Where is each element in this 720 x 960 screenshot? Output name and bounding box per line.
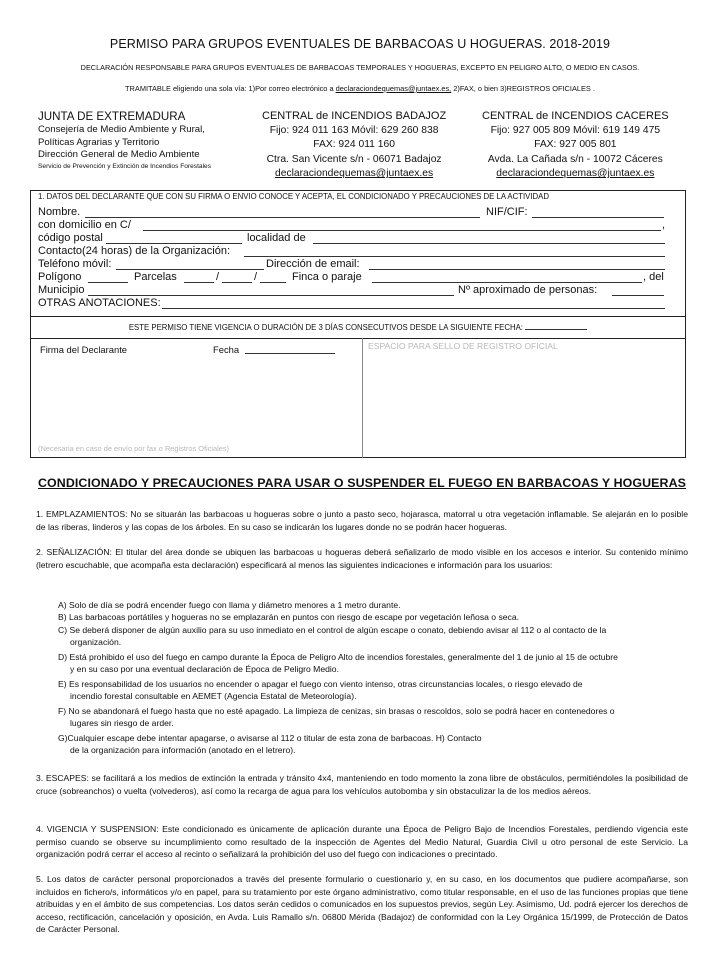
locality-field[interactable]	[313, 243, 665, 244]
tramitable-prefix: TRAMITABLE eligiendo una sola vía: 1)Por correo electrónico a	[125, 84, 336, 93]
phone-field[interactable]	[116, 269, 264, 270]
polygon-field[interactable]	[88, 282, 128, 283]
signature-field[interactable]	[40, 358, 358, 440]
polygon-label: Polígono	[38, 271, 82, 283]
address-field[interactable]	[143, 230, 661, 231]
del-label: , del	[643, 271, 664, 283]
submission-instructions	[0, 84, 720, 93]
postal-code-label: código postal	[38, 232, 103, 244]
condition-item-b: B) Las barbacoas portátiles y hogueras no se emplazarán en puntos con riesgo de escape por vegetación leñosa o seca.	[58, 612, 520, 622]
postal-code-field[interactable]	[106, 243, 242, 244]
official-stamp-space: ESPACIO PARA SELLO DE REGISTRO OFICIAL	[368, 341, 558, 351]
estate-label: Finca o paraje	[292, 271, 362, 283]
caceres-title: CENTRAL de INCENDIOS CACERES	[482, 110, 669, 122]
signature-note: (Necesaria en caso de envío por fax o Registros Oficiales)	[38, 444, 230, 453]
condition-item-d-line-1: D) Está prohibido el uso del fuego en campo durante la Época de Peligro Alto de incendios forestales, generalmente del 1 de junio al 15 de octubre	[58, 652, 618, 662]
org-line-2: Políticas Agrarias y Territorio	[38, 136, 160, 148]
section-1-heading: 1. DATOS DEL DECLARANTE QUE CON SU FIRMA O ENVIO CONOCE Y ACEPTA, EL CONDICIONADO Y PRECAUCIONES DE LA ACTIVIDAD	[38, 192, 549, 201]
org-line-1: Consejería de Medio Ambiente y Rural,	[38, 124, 205, 135]
parcels-label: Parcelas	[134, 271, 177, 283]
condition-item-c-line-1: C) Se deberá disponer de algún auxilio para su uso inmediato en el control de algún escape o conato, debiendo avisar al 112 o al contacto de la	[58, 625, 607, 635]
condition-2: 2. SEÑALIZACIÓN: El titular del área donde se ubiquen las barbacoas u hogueras deberá señalizarlo de modo visible en los accesos e interior. Su contenido mínimo (letrero escuchable, que acompaña esta declaración) especificará al menos las siguientes indicaciones e información para los usuarios:	[36, 547, 688, 570]
nif-field[interactable]	[532, 217, 664, 218]
condition-item-f-line-1: F) No se abandonará el fuego hasta que no esté apagado. La limpieza de cenizas, sin brasas o rescoldos, solo se podrá hacer en contenedores o	[58, 706, 615, 716]
condition-item-d-line-2: y en su caso por una eventual declaración de Época de Peligro Medio.	[70, 664, 339, 675]
parcel-separator: /	[254, 271, 258, 283]
condition-item-e-line-2: incendio forestal consultable en AEMET (Agencia Estatal de Meteorología).	[70, 691, 357, 702]
date-label: Fecha	[213, 344, 240, 355]
condition-4: 4. VIGENCIA Y SUSPENSION: Este condicionado es únicamente de aplicación durante una Época de Peligro Bajo de Incendios Forestales, perdiendo vigencia este permiso cuando se observe su incumplimiento como resultado de la inspección de Agentes del Medio Natural, Guardia Civil u otro personal de este Servicio. La organización podrá cerrar el acceso al recinto o señalizará la prohibición del uso del fuego con indicaciones o precintado.	[36, 824, 688, 859]
address-label: con domicilio en C/	[38, 219, 131, 231]
condition-item-f-line-2: lugares sin riesgo de arder.	[70, 718, 174, 729]
badajoz-title: CENTRAL de INCENDIOS BADAJOZ	[262, 110, 447, 122]
contact-field[interactable]	[244, 256, 665, 257]
condition-item-gh-line-1: G)Cualquier escape debe intentar apagarse, o avisarse al 112 o titular de esta zona de barbacoas. H) Contacto	[58, 733, 482, 743]
municipality-label: Municipio	[38, 284, 85, 296]
document-subtitle: DECLARACIÓN RESPONSABLE PARA GRUPOS EVENTUALES DE BARBACOAS TEMPORALES Y HOGUERAS, EXCEPTO EN PELIGRO ALTO, O MEDIO EN CASOS.	[80, 63, 640, 72]
signature-label: Firma del Declarante	[40, 344, 128, 355]
nif-label: NIF/CIF:	[486, 206, 528, 218]
condition-item-a: A) Solo de día se podrá encender fuego con llama y diámetro menores a 1 metro durante.	[58, 600, 401, 610]
people-count-field[interactable]	[612, 295, 664, 296]
validity-text: ESTE PERMISO TIENE VIGENCIA O DURACIÓN DE 3 DÍAS CONSECUTIVOS DESDE LA SIGUIENTE FECHA:	[128, 323, 523, 332]
name-label: Nombre.	[38, 206, 81, 218]
badajoz-center-block	[262, 109, 446, 182]
tramitable-email-link[interactable]: declaraciondequemas@juntaex.es,	[335, 84, 452, 93]
date-field[interactable]	[245, 353, 335, 354]
name-field[interactable]	[85, 217, 480, 218]
caceres-fax: FAX: 927 005 801	[534, 139, 617, 150]
condition-item-c	[58, 624, 678, 649]
caceres-address: Avda. La Cañada s/n - 10072 Cáceres	[487, 153, 663, 165]
people-count-label: Nº aproximado de personas:	[458, 284, 598, 296]
parcel-field-3[interactable]	[260, 282, 286, 283]
document-title: PERMISO PARA GRUPOS EVENTUALES DE BARBACOAS U HOGUERAS. 2018-2019	[109, 37, 611, 51]
badajoz-email-link[interactable]: declaraciondequemas@juntaex.es	[275, 168, 434, 179]
organization-block	[38, 110, 211, 171]
conditions-title: CONDICIONADO Y PRECAUCIONES PARA USAR O SUSPENDER EL FUEGO EN BARBACOAS Y HOGUERAS	[38, 476, 687, 490]
caceres-email-link[interactable]: declaraciondequemas@juntaex.es	[496, 168, 655, 179]
condition-item-gh	[58, 732, 678, 757]
signature-divider	[362, 338, 363, 458]
condition-3: 3. ESCAPES: se facilitará a los medios de extinción la entrada y tránsito 4x4, manteniendo en todo momento la zona libre de obstáculos, permitiéndoles la posibilidad de cruce (sobreanchos) o vuelta (volvederos), así como la recarga de agua para los vehículos autobomba y sin obstaculizar la de los medios aéreos.	[36, 773, 688, 796]
org-line-3: Dirección General de Medio Ambiente	[38, 149, 200, 160]
locality-label: localidad de	[247, 232, 306, 244]
notes-field[interactable]	[162, 308, 665, 309]
condition-5: 5. Los datos de carácter personal proporcionados a través del presente formulario o cuestionario y, en su caso, en los documentos que pudiere acompañarse, son incluidos en fichero/s, informáticos y/o en papel, para su tratamiento por este órgano administrativo, como titular responsable, en el uso de las funciones propias que tiene atribuidas y en el ámbito de sus competencias. Los datos serán cedidos o comunicados en los supuestos previos, según Ley. Asimismo, Ud. podrá ejercer los derechos de acceso, rectificación, cancelación y oposición, en Avda. Luis Ramallo s/n. 06800 Mérida (Badajoz) de conformidad con la Ley Orgánica 15/1999, de Protección de Datos de Carácter Personal.	[36, 874, 688, 934]
condition-item-f	[58, 705, 678, 730]
parcel-field-1[interactable]	[184, 282, 214, 283]
estate-field[interactable]	[372, 282, 642, 283]
form-divider	[30, 338, 686, 339]
condition-1: 1. EMPLAZAMIENTOS: No se situarán las barbacoas u hogueras sobre o junto a pasto seco, hojarasca, matorral u otra vegetación inflamable. Se alejarán en lo posible de las riberas, linderos y las copas de los árboles. En su caso se indicarán los lugares donde no se podrán hacer hogueras.	[36, 509, 688, 532]
validity-date-field[interactable]	[525, 322, 587, 330]
caceres-center-block	[482, 109, 669, 182]
notes-label: OTRAS ANOTACIONES:	[38, 297, 161, 309]
form-divider	[30, 316, 686, 317]
email-label: Dirección de email:	[266, 258, 360, 270]
municipality-field[interactable]	[88, 295, 454, 296]
org-name: JUNTA DE EXTREMADURA	[38, 110, 186, 123]
phone-label: Teléfono móvil:	[38, 258, 112, 270]
condition-item-d	[58, 651, 678, 676]
address-comma: ,	[662, 219, 666, 231]
badajoz-address: Ctra. San Vicente s/n - 06071 Badajoz	[266, 153, 442, 165]
email-field[interactable]	[369, 269, 665, 270]
condition-item-gh-line-2: de la organización para información (anotado en el letrero).	[70, 745, 296, 756]
parcel-separator: /	[216, 271, 220, 283]
tramitable-suffix: 2)FAX, o bien 3)REGISTROS OFICIALES .	[451, 84, 595, 93]
caceres-phone: Fijo: 927 005 809 Móvil: 619 149 475	[490, 124, 661, 136]
contact-label: Contacto(24 horas) de la Organización:	[38, 245, 230, 257]
condition-item-c-line-2: organización.	[70, 637, 122, 648]
condition-item-e	[58, 678, 678, 703]
validity-statement	[30, 322, 686, 332]
badajoz-phone: Fijo: 924 011 163 Móvil: 629 260 838	[269, 124, 439, 136]
org-line-4: Servicio de Prevención y Extinción de Incendios Forestales	[38, 162, 211, 170]
badajoz-fax: FAX: 924 011 160	[313, 139, 395, 150]
parcel-field-2[interactable]	[222, 282, 252, 283]
condition-item-e-line-1: E) Es responsabilidad de los usuarios no encender o apagar el fuego con viento intenso, otras circunstancias locales, o riesgo elevado de	[58, 679, 583, 689]
